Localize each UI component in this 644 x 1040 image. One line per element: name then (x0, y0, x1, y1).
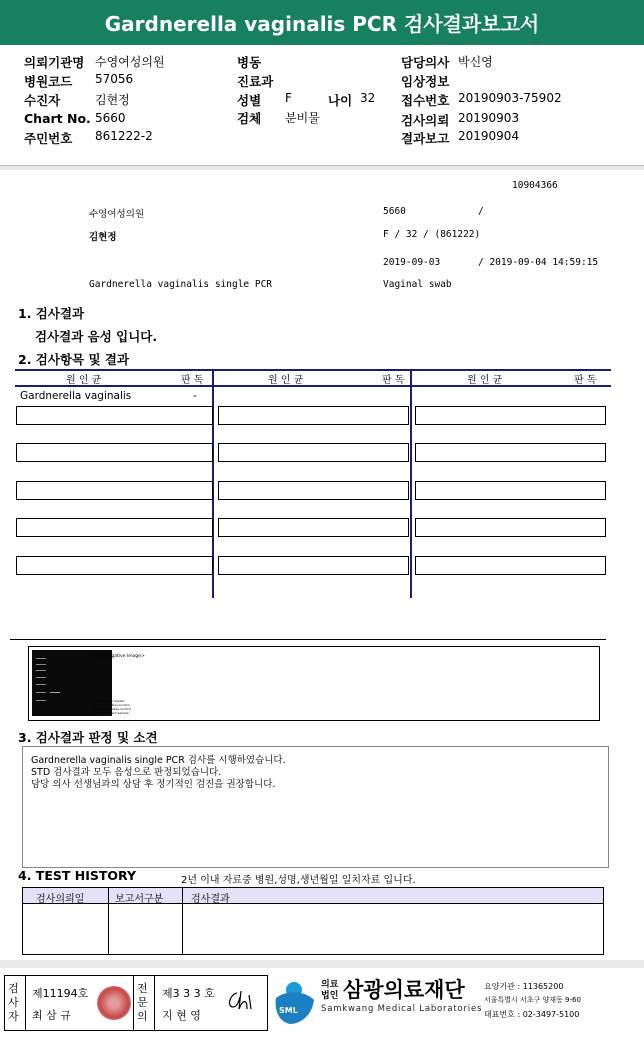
specimen-value: 분비물 (285, 111, 320, 125)
org-code: 요양기관 : 11365200 (484, 982, 564, 991)
history-col-type: 보고서구분 (115, 894, 164, 905)
reference-number: 10904366 (512, 180, 558, 191)
section-separator (10, 639, 606, 640)
hospital-code-label: 병원코드 (24, 74, 73, 89)
clinic-label: 의뢰기관명 (24, 55, 85, 70)
doctor-label: 담당의사 (401, 55, 450, 70)
result-cell (415, 518, 606, 537)
marker-band (36, 692, 46, 693)
report-slash: / (478, 206, 484, 217)
footer (0, 968, 644, 1040)
result-cell (16, 481, 213, 500)
control-band (50, 692, 60, 693)
opinion-line-3: 담당 의사 선생님과의 상담 후 정기적인 검진을 권장합니다. (31, 779, 276, 790)
doc-label: 전문의 (137, 982, 148, 1023)
opinion-line-2: STD 검사결과 모두 음성으로 판정되었습니다. (31, 767, 222, 778)
signature-icon (225, 989, 255, 1013)
patient-label: 수진자 (24, 93, 61, 108)
section1-result: 검사결과 음성 입니다. (35, 329, 158, 344)
lab-license-no: 제11194호 (32, 987, 89, 1000)
opinion-line-1: Gardnerella vaginalis single PCR 검사를 시행하였습니다. (31, 755, 286, 766)
report-specimen: Vaginal swab (383, 279, 452, 290)
result-cell (218, 406, 409, 425)
lab-label: 검사자 (8, 982, 19, 1023)
table-divider-2 (410, 369, 412, 598)
report-title-bar (0, 0, 644, 45)
sml-logo-text: SML (279, 1006, 298, 1015)
section2-title: 2. 검사항목 및 결과 (18, 352, 130, 367)
report-chart: 5660 (383, 206, 406, 217)
result-cell (218, 443, 409, 462)
report-report-date: / 2019-09-04 14:59:15 (478, 257, 599, 268)
history-body (22, 904, 604, 955)
clinical-info-label: 임상정보 (401, 74, 450, 89)
history-divider (182, 887, 183, 955)
table-header-rule (15, 385, 611, 387)
ward-label: 병동 (237, 55, 262, 70)
section1-title: 1. 검사결과 (18, 306, 85, 321)
result-cell (16, 556, 213, 575)
report-sex-age: F / 32 / (861222) (383, 229, 481, 240)
gel-legend-4: Lane S : Patient Sample (93, 711, 129, 715)
col1-organism-head: 원 인 균 (66, 375, 102, 386)
history-col-date: 검사의뢰일 (36, 894, 85, 905)
marker-band (36, 664, 46, 665)
report-patient: 김현정 (89, 232, 117, 243)
result-cell (16, 406, 213, 425)
result-cell (415, 443, 606, 462)
first-result: - (193, 390, 197, 402)
sex-label: 성별 (237, 93, 262, 108)
specimen-label: 검체 (237, 111, 262, 126)
org-address: 서울특별시 서초구 양재동 9-60 (484, 996, 581, 1004)
result-cell (16, 518, 213, 537)
report-clinic: 수영여성의원 (89, 209, 145, 220)
patient-info-panel (0, 45, 644, 166)
result-cell (218, 518, 409, 537)
marker-band (36, 684, 46, 685)
table-top-rule (15, 369, 611, 371)
section4-title: 4. TEST HISTORY (18, 868, 137, 883)
report-test-name: Gardnerella vaginalis single PCR (89, 279, 273, 290)
col3-result-head: 판 독 (574, 375, 597, 386)
history-divider (108, 887, 109, 955)
age-value: 32 (360, 91, 376, 105)
report-title: Gardnerella vaginalis PCR 검사결과보고서 (104, 12, 540, 36)
sex-value: F (285, 91, 292, 105)
gel-title: <STD Negative Image> (91, 654, 145, 659)
doc-name: 지 현 영 (162, 1009, 201, 1022)
result-cell (218, 481, 409, 500)
result-cell (415, 556, 606, 575)
result-cell (16, 443, 213, 462)
history-header-row (22, 887, 604, 904)
request-date-label: 검사의뢰 (401, 113, 450, 128)
org-name: 삼광의료재단 (343, 978, 465, 1002)
request-date-value: 20190903 (458, 111, 520, 125)
report-date-label: 결과보고 (401, 131, 450, 146)
org-english-name: Samkwang Medical Laboratories (321, 1004, 483, 1014)
result-cell (415, 481, 606, 500)
first-organism: Gardnerella vaginalis (20, 390, 132, 402)
clinic-value: 수영여성의원 (95, 55, 165, 69)
marker-band (36, 677, 46, 678)
col2-result-head: 판 독 (382, 375, 405, 386)
opinion-box (22, 746, 609, 868)
resident-no-value: 861222-2 (95, 129, 153, 143)
history-col-result: 검사결과 (191, 894, 230, 905)
doctor-value: 박신영 (458, 55, 493, 69)
gel-legend-1: Lane M : Size marker (93, 699, 125, 703)
seal-stamp-icon (97, 986, 131, 1020)
report-request-date: 2019-09-03 (383, 257, 441, 268)
report-date-value: 20190904 (458, 129, 520, 143)
col1-result-head: 판 독 (181, 375, 204, 386)
chart-no-label: Chart No. (24, 111, 91, 126)
result-cell (415, 406, 606, 425)
gel-legend-2: Lane N : Positive Control (93, 703, 130, 707)
col2-organism-head: 원 인 균 (268, 375, 304, 386)
receipt-no-value: 20190903-75902 (458, 91, 562, 105)
chart-no-value: 5660 (95, 111, 126, 125)
history-note: 2년 이내 자료중 병원,성명,생년월일 일치자료 입니다. (181, 875, 416, 886)
gel-legend-3: Lane P : Negative Control (93, 707, 132, 711)
age-label: 나이 (328, 93, 353, 108)
lab-name: 최 삼 규 (32, 1009, 71, 1022)
marker-band (36, 658, 46, 659)
gel-image-panel (28, 646, 600, 721)
resident-no-label: 주민번호 (24, 131, 73, 146)
dept-label: 진료과 (237, 74, 274, 89)
marker-band (36, 670, 46, 671)
signature-box (4, 975, 268, 1031)
sml-logo-icon (272, 978, 318, 1026)
org-type-line1: 의료 (321, 980, 339, 990)
test-history-table (22, 887, 604, 955)
org-type-line2: 법인 (321, 991, 339, 1001)
hospital-code-value: 57056 (95, 72, 134, 86)
doc-license-no: 제3 3 3 호 (162, 987, 215, 1000)
org-phone: 대표번호 : 02-3497-5100 (484, 1010, 580, 1019)
marker-band (36, 700, 46, 701)
patient-value: 김현정 (95, 93, 130, 107)
col3-organism-head: 원 인 균 (467, 375, 503, 386)
section3-title: 3. 검사결과 판정 및 소견 (18, 730, 158, 745)
result-cell (218, 556, 409, 575)
receipt-no-label: 접수번호 (401, 93, 450, 108)
